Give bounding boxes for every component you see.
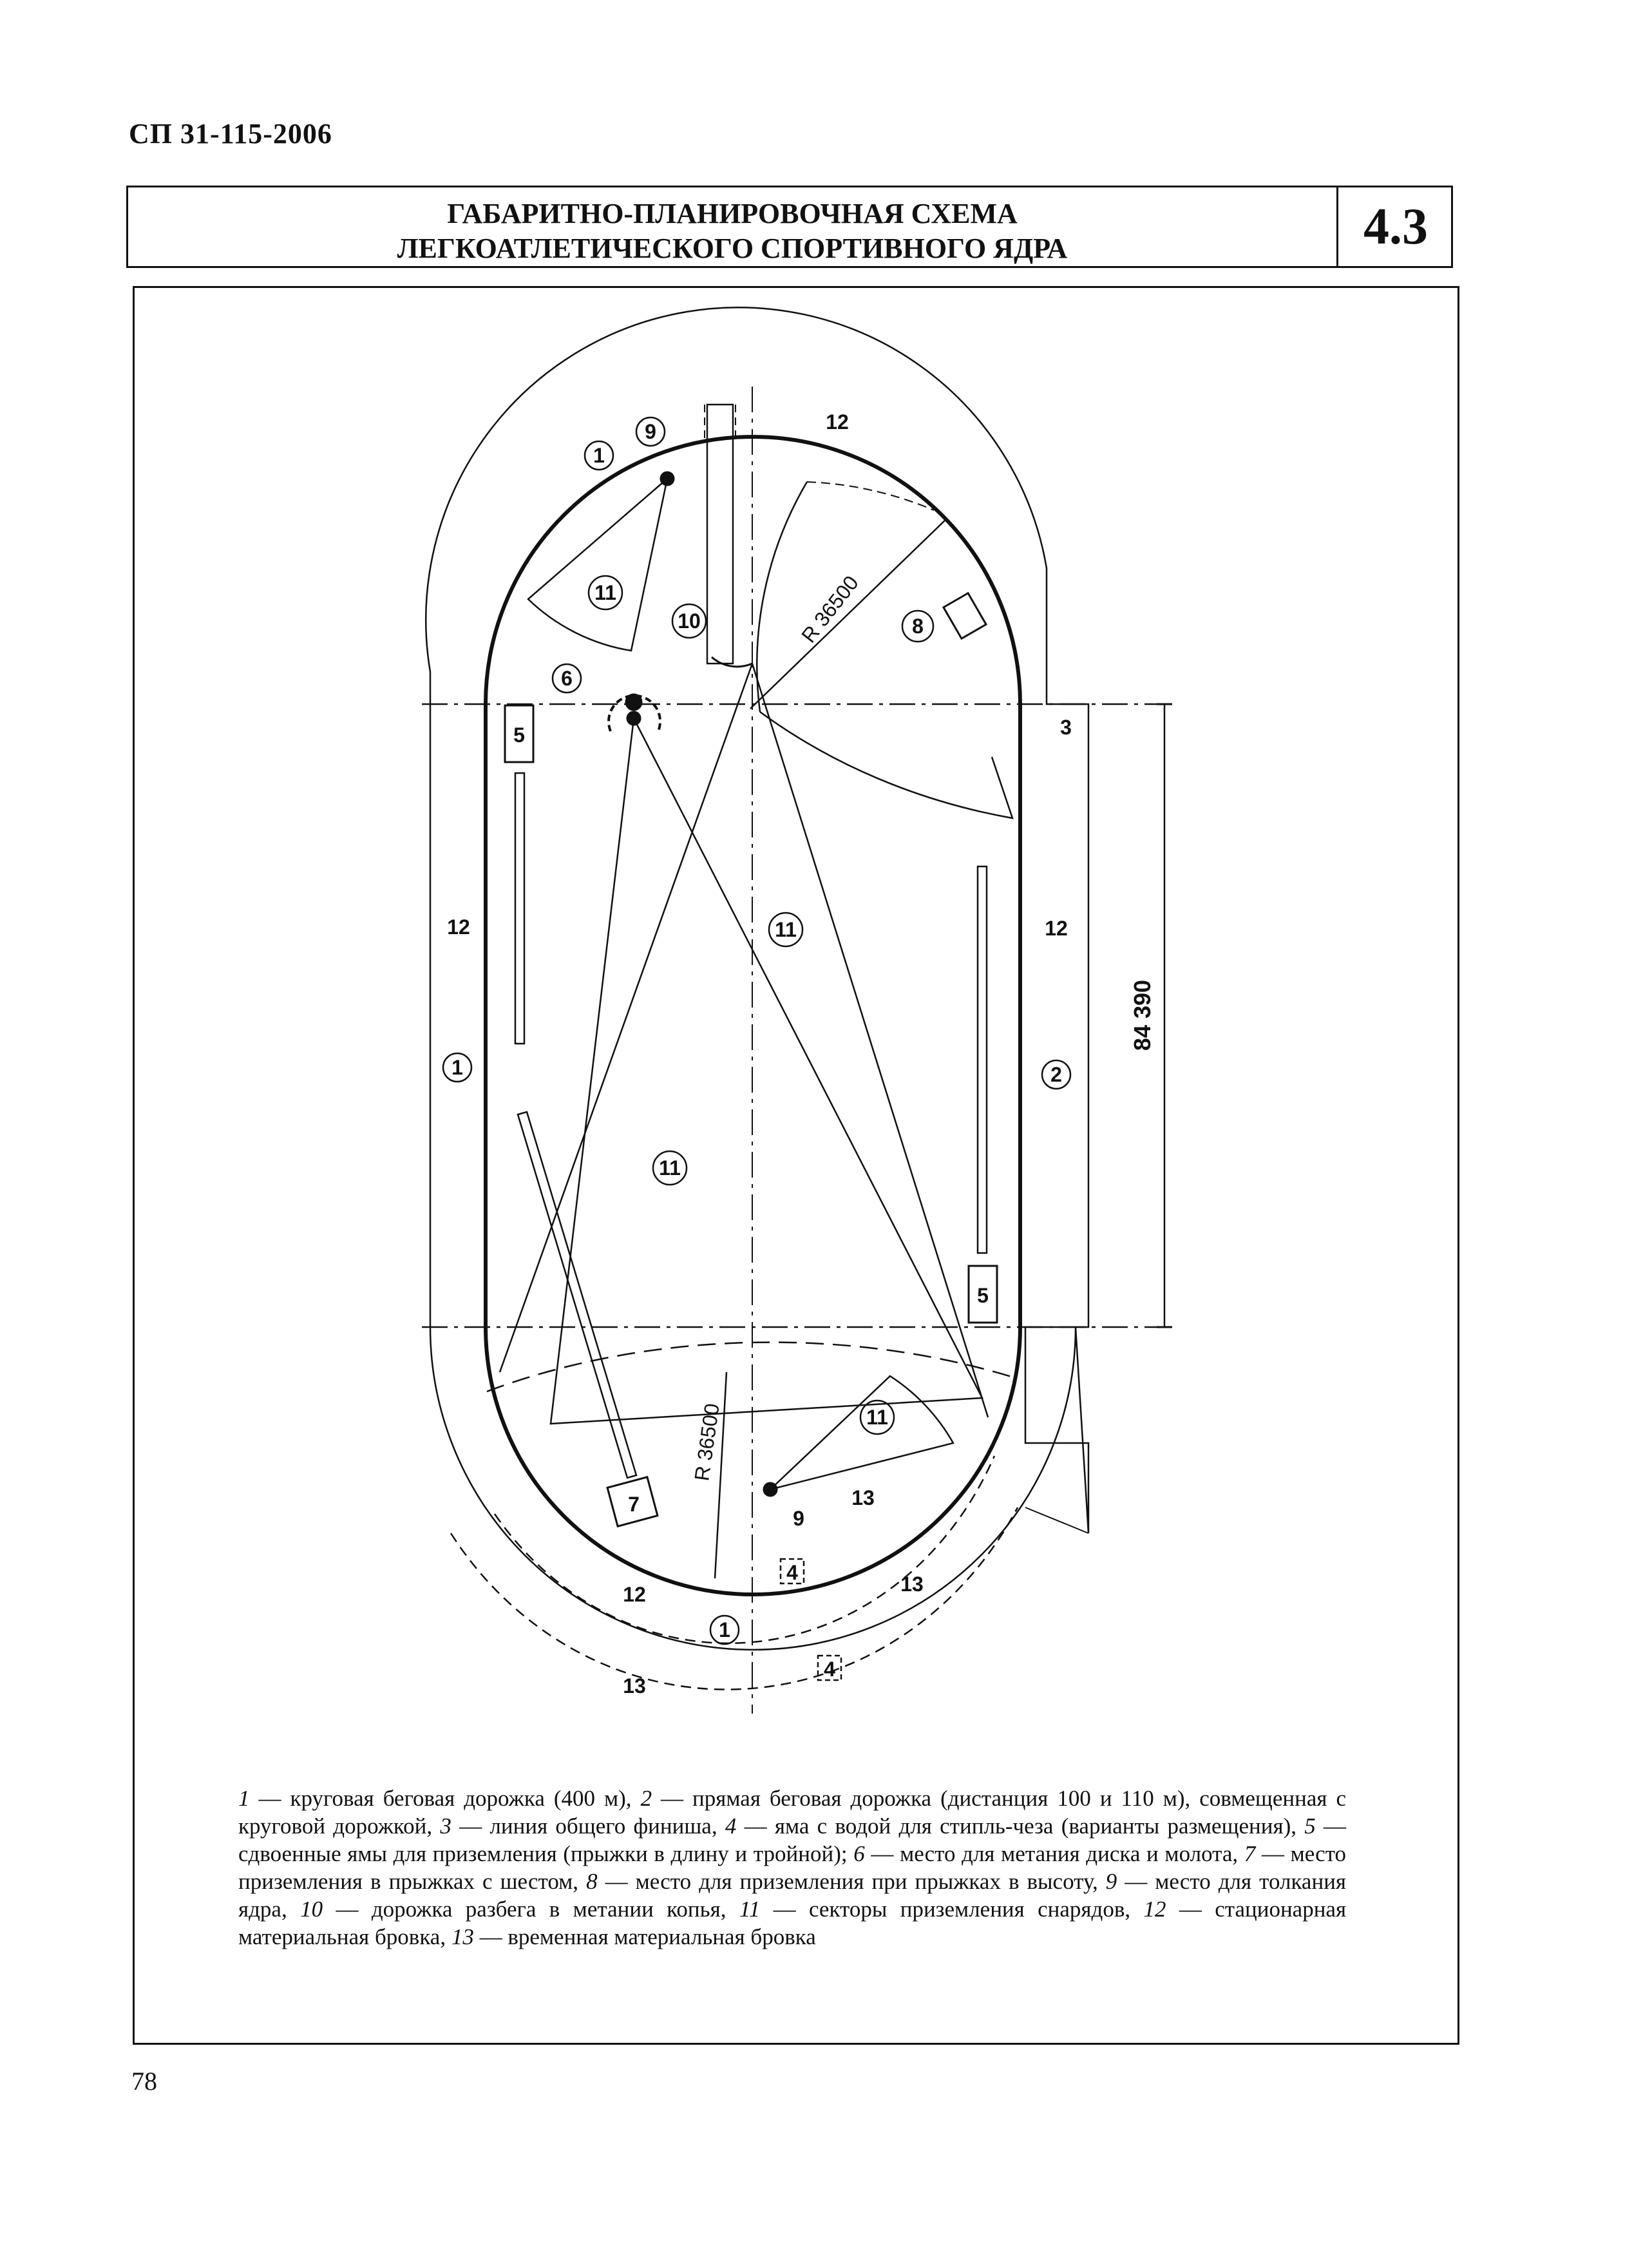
legend-item-text: временная материальная бровка	[508, 1924, 816, 1949]
callout-12-bottom: 12	[623, 1583, 646, 1606]
callout-13-inner: 13	[851, 1486, 875, 1509]
legend-item-text: линия общего финиша,	[489, 1813, 717, 1839]
callout-10: 10	[678, 609, 701, 633]
document-code: СП 31-115-2006	[129, 118, 332, 149]
legend-item-text: дорожка разбега в метании копья,	[371, 1897, 726, 1922]
callout-11-top: 11	[594, 581, 616, 604]
callout-13-outer: 13	[900, 1573, 924, 1596]
callout-11-bottom: 11	[866, 1406, 888, 1429]
callout-4-inner: 4	[786, 1561, 798, 1584]
legend-item-text: сдвоенные ямы для приземления (прыжки в длину и тройной);	[238, 1841, 848, 1866]
legend-caption	[238, 1784, 1346, 1951]
legend-number: 11	[739, 1897, 761, 1922]
page-number: 78	[131, 2067, 157, 2096]
legend-number: 3	[440, 1813, 451, 1839]
section-number: 4.3	[1363, 198, 1428, 255]
callout-5-right: 5	[977, 1284, 989, 1307]
callout-9-top: 9	[645, 420, 656, 443]
callout-1-left: 1	[451, 1056, 463, 1079]
callout-9-bottom: 9	[793, 1507, 804, 1530]
legend-number: 9	[1105, 1869, 1117, 1894]
legend-item-text: секторы приземления снарядов,	[808, 1897, 1131, 1922]
title-line-2: ЛЕГКОАТЛЕТИЧЕСКОГО СПОРТИВНОГО ЯДРА	[397, 233, 1068, 264]
callout-1-bottom: 1	[719, 1618, 730, 1641]
legend-item-text: круговая беговая дорожка (400 м),	[290, 1786, 632, 1811]
legend-number: 4	[725, 1813, 737, 1839]
title-line-1: ГАБАРИТНО-ПЛАНИРОВОЧНАЯ СХЕМА	[447, 198, 1018, 229]
callout-5-left: 5	[513, 723, 525, 747]
legend-number: 12	[1143, 1897, 1166, 1922]
callout-12-right: 12	[1045, 917, 1068, 940]
callout-4-outer: 4	[824, 1658, 835, 1681]
legend-item-text: место для метания диска и молота,	[900, 1841, 1239, 1866]
legend-item-text: место для толкания ядра,	[238, 1869, 1347, 1922]
legend-number: 6	[853, 1841, 865, 1866]
radius-label-top: R 36500	[797, 571, 864, 647]
legend-number: 8	[586, 1869, 598, 1894]
callout-11-lower: 11	[659, 1156, 681, 1180]
callout-6: 6	[561, 667, 573, 690]
legend-item-text: место для приземления при прыжках в высоту,	[635, 1869, 1098, 1894]
callout-12-top: 12	[826, 410, 849, 434]
radius-label-bottom: R 36500	[690, 1402, 724, 1482]
callout-12-left: 12	[447, 915, 470, 939]
legend-number: 7	[1244, 1841, 1256, 1866]
callout-1-top: 1	[593, 444, 605, 467]
legend-item-text: яма с водой для стипль-чеза (варианты размещения),	[774, 1813, 1297, 1839]
legend-item-text: место приземления в прыжках с шестом,	[238, 1841, 1347, 1894]
dimension-label: 84 390	[1129, 979, 1155, 1051]
legend-number: 1	[238, 1786, 250, 1811]
legend-number: 2	[640, 1786, 652, 1811]
callout-8: 8	[912, 615, 924, 638]
legend-text: 1 — круговая беговая дорожка (400 м), 2 — прямая беговая дорожка (дистанция 100 и 110 м), совмещенная с круговой дорожкой, 3 — линия общего финиша, 4 — яма с водой для стипль-чеза (варианты размещения), 5 — сдвоенные ямы для приземления (прыжки в длину и тройной); 6 — место для метания диска и молота, 7 — место приземления в прыжках с шестом, 8 — место для приземления при прыжках в высоту, 9 — место для толкания ядра, 10 — дорожка разбега в метании копья, 11 — секторы приземления снарядов, 12 — стационарная материальная бровка, 13 — временная материальная бровка	[238, 1786, 1347, 1949]
callout-13-bottom: 13	[623, 1674, 646, 1698]
legend-item-text: стационарная материальная бровка,	[238, 1897, 1347, 1949]
legend-number: 10	[300, 1897, 323, 1922]
legend-number: 13	[451, 1924, 474, 1949]
legend-item-text: прямая беговая дорожка (дистанция 100 и 110 м), совмещенная с круговой дорожкой,	[238, 1786, 1347, 1839]
callout-11-center: 11	[775, 918, 797, 941]
legend-number: 5	[1304, 1813, 1316, 1839]
callout-2: 2	[1050, 1063, 1062, 1086]
callout-3: 3	[1060, 716, 1072, 739]
callout-7: 7	[628, 1493, 640, 1516]
